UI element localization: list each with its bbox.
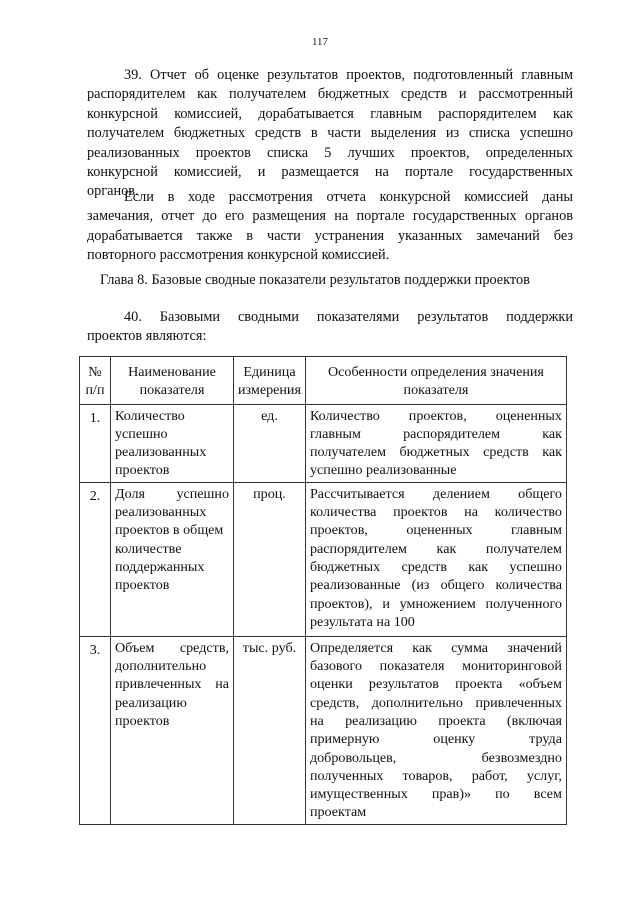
row-num: 3. bbox=[80, 636, 111, 824]
page-number: 117 bbox=[311, 36, 329, 48]
text-line: распорядителем как получателем бюджетных средств и рассмотренный bbox=[87, 86, 573, 103]
paragraph-39 bbox=[87, 66, 573, 202]
row-name: Объем средств, дополнительно привлеченных на реализацию проектов bbox=[111, 636, 234, 824]
text-line: 40. Базовыми сводными показателями результатов поддержки bbox=[124, 309, 573, 325]
row-num: 1. bbox=[80, 404, 111, 482]
text-line: конкурсной комиссией, дорабатывается главным распорядителем как bbox=[87, 105, 573, 122]
text-line: получателем бюджетных средств в части выделения из списка успешно bbox=[87, 125, 573, 142]
paragraph-40 bbox=[87, 308, 573, 347]
row-name: Количество успешно реализованных проектов bbox=[111, 404, 234, 482]
text-line: конкурсной комиссией, и размещается на портале государственных bbox=[87, 164, 573, 181]
row-method: Количество проектов, оцененных главным распорядителем как получателем бюджетных средств как успешно реализованные bbox=[305, 404, 566, 482]
text-line: органов. bbox=[87, 183, 139, 200]
row-method: Определяется как сумма значений базового показателя мониторинговой оценки результатов проекта «объем средств, дополнительно привлеченных на реализацию проекта (включая примерную оценку труда добровольцев, безвозмездно полученных товаров, работ, услуг, имущественных прав)» по всем проектам bbox=[305, 636, 566, 824]
header-method: Особенности определения значения показателя bbox=[305, 357, 566, 405]
header-name: Наименование показателя bbox=[111, 357, 234, 405]
text-line: замечания, отчет до его размещения на портале государственных органов bbox=[87, 208, 573, 225]
text-line: 39. Отчет об оценке результатов проектов, подготовленный главным bbox=[124, 67, 573, 83]
row-unit: проц. bbox=[234, 482, 306, 636]
text-line: реализованных проектов списка 5 лучших проектов, определенных bbox=[87, 144, 573, 161]
table-row bbox=[80, 482, 567, 636]
header-num: № п/п bbox=[80, 357, 111, 405]
table-row bbox=[80, 636, 567, 824]
row-method: Рассчитывается делением общего количества проектов на количество проектов, оцененных главным распорядителем как получателем бюджетных средств как успешно реализованные (из общего количества проектов), и умножением полученного результата на 100 bbox=[305, 482, 566, 636]
row-name: Доля успешно реализованных проектов в общем количестве поддержанных проектов bbox=[111, 482, 234, 636]
text-line: Если в ходе рассмотрения отчета конкурсной комиссией даны bbox=[124, 189, 573, 205]
header-unit: Единица измерения bbox=[234, 357, 306, 405]
chapter-title: Глава 8. Базовые сводные показатели результатов поддержки проектов bbox=[100, 272, 530, 288]
paragraph-remarks bbox=[87, 188, 573, 266]
text-line: проектов являются: bbox=[87, 328, 207, 345]
text-line: дорабатывается также в части устранения указанных замечаний без bbox=[87, 227, 573, 244]
row-unit: ед. bbox=[234, 404, 306, 482]
indicators-table bbox=[79, 356, 567, 825]
row-unit: тыс. руб. bbox=[234, 636, 306, 824]
row-num: 2. bbox=[80, 482, 111, 636]
table-row bbox=[80, 404, 567, 482]
table-header-row bbox=[80, 357, 567, 405]
text-line: повторного рассмотрения конкурсной комиссией. bbox=[87, 247, 390, 264]
